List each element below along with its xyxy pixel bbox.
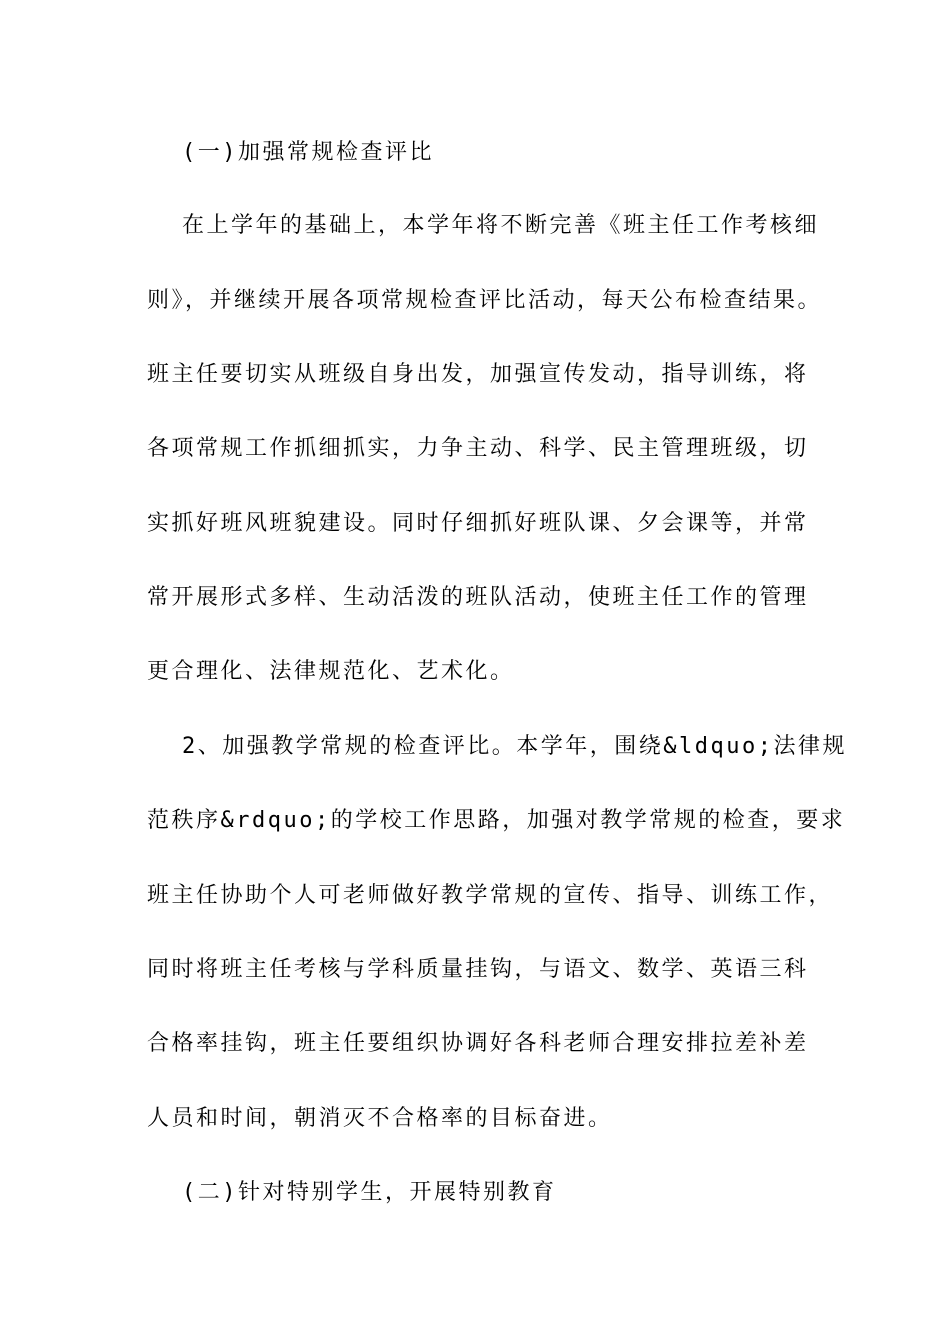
paragraph-line: 班主任要切实从班级自身出发，加强宣传发动，指导训练，将	[147, 362, 809, 387]
paragraph-line: 范秩序&rdquo;的学校工作思路，加强对教学常规的检查，要求	[147, 808, 846, 833]
section-heading-2: (二)针对特别学生，开展特别教育	[182, 1180, 557, 1205]
paragraph-line: 更合理化、法律规范化、艺术化。	[147, 659, 515, 684]
paragraph-line: 各项常规工作抓细抓实，力争主动、科学、民主管理班级，切	[147, 436, 809, 461]
paragraph-line: 合格率挂钩，班主任要组织协调好各科老师合理安排拉差补差	[147, 1031, 809, 1056]
paragraph-line: 实抓好班风班貌建设。同时仔细抓好班队课、夕会课等，并常	[147, 511, 809, 536]
section-heading-1: (一)加强常规检查评比	[182, 140, 434, 165]
paragraph-line: 常开展形式多样、生动活泼的班队活动，使班主任工作的管理	[147, 585, 809, 610]
paragraph-line: 同时将班主任考核与学科质量挂钩，与语文、数学、英语三科	[147, 957, 809, 982]
paragraph-line: 班主任协助个人可老师做好教学常规的宣传、指导、训练工作，	[147, 883, 834, 908]
paragraph-line: 则》，并继续开展各项常规检查评比活动，每天公布检查结果。	[147, 288, 823, 313]
paragraph-line: 2、加强教学常规的检查评比。本学年，围绕&ldquo;法律规	[182, 734, 847, 759]
paragraph-line: 在上学年的基础上，本学年将不断完善《班主任工作考核细	[182, 213, 820, 238]
paragraph-line: 人员和时间，朝消灭不合格率的目标奋进。	[147, 1106, 613, 1131]
